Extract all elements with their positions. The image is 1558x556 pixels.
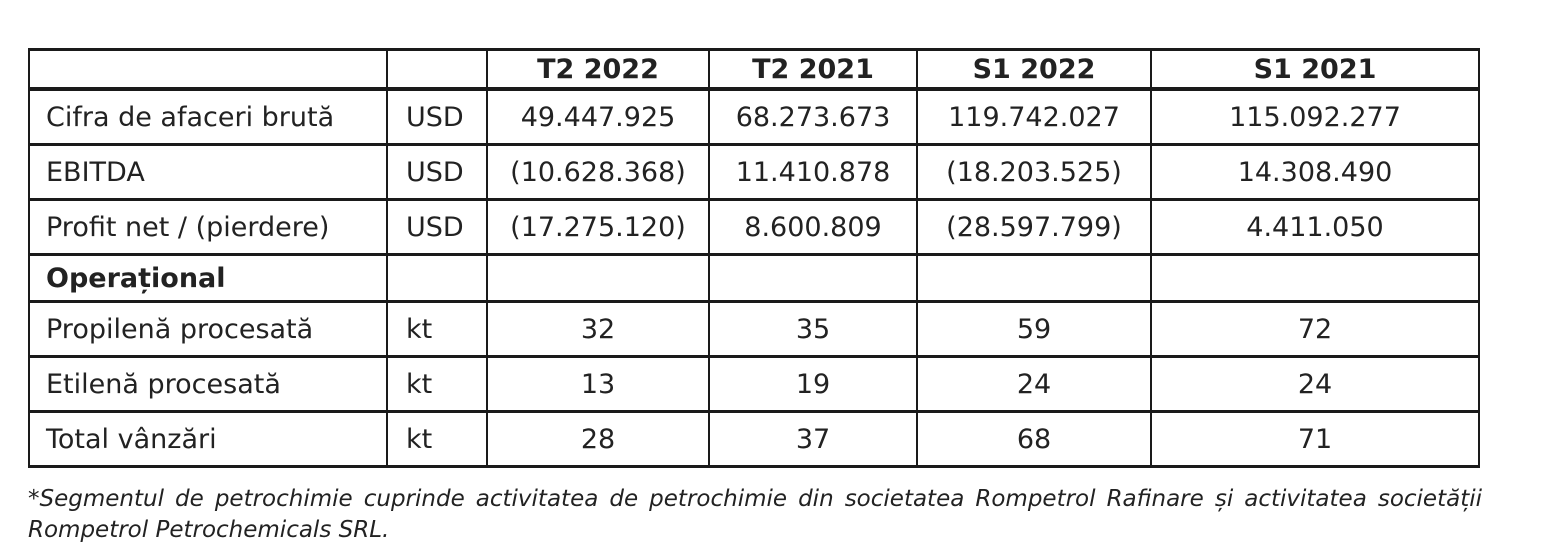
value-cell: 32	[487, 302, 709, 357]
value-cell: 49.447.925	[487, 89, 709, 145]
value-cell: 72	[1151, 302, 1479, 357]
row-label: Profit net / (pierdere)	[29, 200, 387, 255]
value-cell: 14.308.490	[1151, 145, 1479, 200]
row-label: Cifra de afaceri brută	[29, 89, 387, 145]
value-cell: (28.597.799)	[917, 200, 1151, 255]
value-cell	[1151, 255, 1479, 302]
value-cell: 119.742.027	[917, 89, 1151, 145]
table-row	[29, 200, 1479, 255]
value-cell: (17.275.120)	[487, 200, 709, 255]
table-row	[29, 412, 1479, 467]
table-row	[29, 357, 1479, 412]
header-cell-t2-2022: T2 2022	[487, 50, 709, 90]
value-cell: 68.273.673	[709, 89, 917, 145]
header-cell-indicator	[29, 50, 387, 90]
header-cell-unit	[387, 50, 487, 90]
row-unit: kt	[387, 357, 487, 412]
value-cell: (18.203.525)	[917, 145, 1151, 200]
value-cell: 13	[487, 357, 709, 412]
row-label: Propilenă procesată	[29, 302, 387, 357]
value-cell	[917, 255, 1151, 302]
row-unit	[387, 255, 487, 302]
value-cell: 11.410.878	[709, 145, 917, 200]
value-cell: 28	[487, 412, 709, 467]
table-row	[29, 89, 1479, 145]
table-row	[29, 145, 1479, 200]
section-label: Operațional	[29, 255, 387, 302]
value-cell	[487, 255, 709, 302]
value-cell: 4.411.050	[1151, 200, 1479, 255]
row-label: EBITDA	[29, 145, 387, 200]
value-cell: 19	[709, 357, 917, 412]
row-unit: USD	[387, 89, 487, 145]
section-row-operational	[29, 255, 1479, 302]
row-unit: kt	[387, 302, 487, 357]
header-cell-s1-2022: S1 2022	[917, 50, 1151, 90]
footnote: *Segmentul de petrochimie cuprinde activitatea de petrochimie din societatea Rompetrol Rafinare și activitatea societății Rompetrol Petrochemicals SRL.	[28, 486, 1482, 543]
row-label: Total vânzări	[29, 412, 387, 467]
row-unit: USD	[387, 145, 487, 200]
value-cell	[709, 255, 917, 302]
value-cell: 68	[917, 412, 1151, 467]
value-cell: 115.092.277	[1151, 89, 1479, 145]
header-cell-t2-2021: T2 2021	[709, 50, 917, 90]
row-label: Etilenă procesată	[29, 357, 387, 412]
value-cell: 59	[917, 302, 1151, 357]
value-cell: 71	[1151, 412, 1479, 467]
header-cell-s1-2021: S1 2021	[1151, 50, 1479, 90]
value-cell: 35	[709, 302, 917, 357]
value-cell: 24	[1151, 357, 1479, 412]
row-unit: USD	[387, 200, 487, 255]
value-cell: 24	[917, 357, 1151, 412]
financial-results-table	[28, 48, 1480, 468]
value-cell: 8.600.809	[709, 200, 917, 255]
value-cell: (10.628.368)	[487, 145, 709, 200]
row-unit: kt	[387, 412, 487, 467]
table-header-row	[29, 50, 1479, 90]
value-cell: 37	[709, 412, 917, 467]
table-row	[29, 302, 1479, 357]
